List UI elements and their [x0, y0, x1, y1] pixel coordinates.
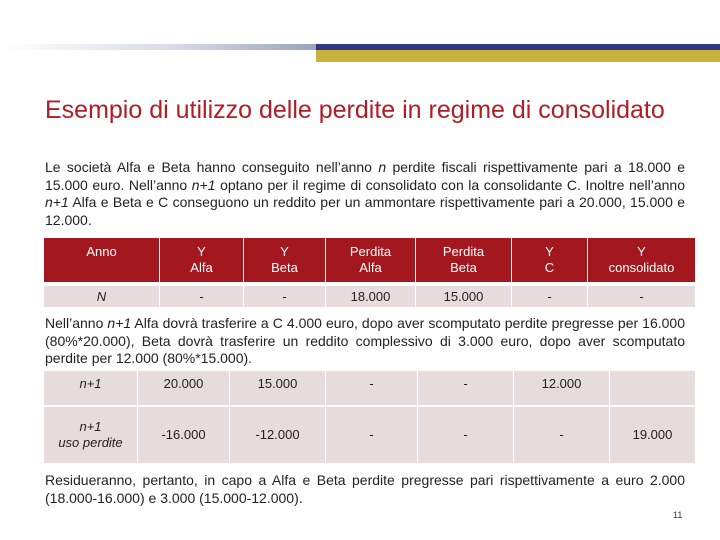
- table-cell: 12.000: [514, 371, 610, 405]
- table-cell: -: [160, 282, 244, 307]
- table-cell: 15.000: [416, 282, 512, 307]
- table-cell: -: [512, 282, 588, 307]
- table-cell: -: [588, 282, 695, 307]
- page-number: 11: [673, 510, 683, 520]
- table-cell: -: [514, 405, 610, 463]
- table-cell: 18.000: [326, 282, 416, 307]
- table-row: [44, 282, 695, 307]
- table-cell: -16.000: [138, 405, 230, 463]
- table-cell: [610, 371, 695, 405]
- header-cell-perdita-alfa: Perdita Alfa: [326, 238, 416, 282]
- table-cell: -: [326, 405, 418, 463]
- slide-title: Esempio di utilizzo delle perdite in regime di consolidato: [45, 96, 665, 124]
- table-cell: 19.000: [610, 405, 695, 463]
- table-cell: n+1: [44, 371, 138, 405]
- table-cell: 20.000: [138, 371, 230, 405]
- header-cell-y-c: Y C: [512, 238, 588, 282]
- header-cell-perdita-beta: Perdita Beta: [416, 238, 512, 282]
- table-cell: N: [44, 282, 160, 307]
- table-cell: -: [244, 282, 326, 307]
- header-gradient-bar: [0, 44, 316, 50]
- table-cell: -: [418, 371, 514, 405]
- table-row: [44, 371, 695, 405]
- header-cell-y-consolidato: Y consolidato: [588, 238, 695, 282]
- header-cell-y-beta: Y Beta: [244, 238, 326, 282]
- table-cell: 15.000: [230, 371, 326, 405]
- header-cell-y-alfa: Y Alfa: [160, 238, 244, 282]
- table-header-row: [44, 238, 695, 282]
- conclusion-paragraph: Residueranno, pertanto, in capo a Alfa e Beta perdite pregresse pari rispettivamente a euro 2.000 (18.000-16.000) e 3.000 (15.000-12.000).: [45, 472, 685, 506]
- header-cell-anno: Anno: [44, 238, 160, 282]
- table-cell: -: [418, 405, 514, 463]
- table-row: [44, 405, 695, 463]
- results-table-year-n1: [44, 371, 695, 463]
- table-cell: -: [326, 371, 418, 405]
- results-table-year-n: [44, 238, 695, 307]
- table-cell: n+1 uso perdite: [44, 405, 138, 463]
- header-gold-bar: [316, 50, 720, 62]
- transfer-paragraph: Nell’anno n+1 Alfa dovrà trasferire a C 4.000 euro, dopo aver scomputato perdite pregresse per 16.000 (80%*20.000), Beta dovrà trasferire un reddito complessivo di 3.000 euro, dopo aver scomputato perdite per 12.000 (80%*15.000).: [45, 315, 685, 366]
- intro-paragraph: Le società Alfa e Beta hanno conseguito nell’anno n perdite fiscali rispettivamente pari a 18.000 e 15.000 euro. Nell’anno n+1 optano per il regime di consolidato con la consolidante C. Inoltre nell’anno n+1 Alfa e Beta e C conseguono un reddito per un ammontare rispettivamente pari a 20.000, 15.000 e 12.000.: [45, 159, 685, 228]
- table-cell: -12.000: [230, 405, 326, 463]
